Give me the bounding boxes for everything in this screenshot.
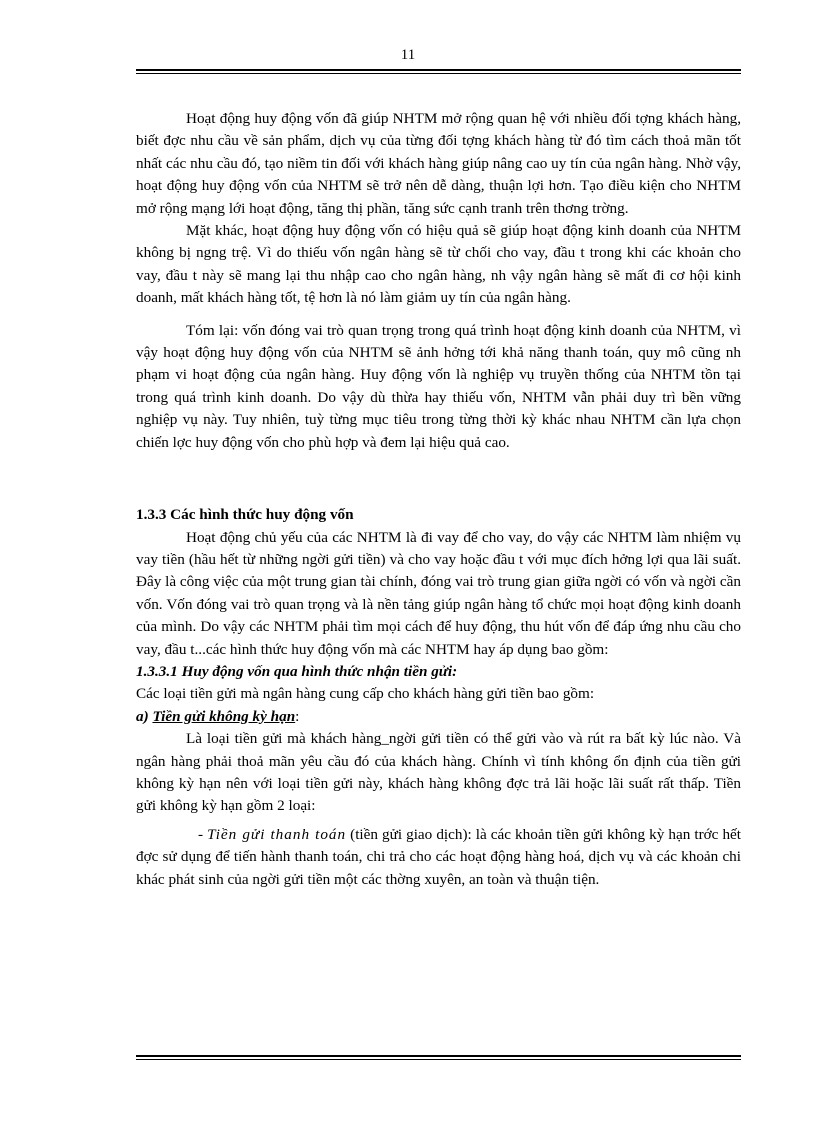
item-a-colon: : (295, 707, 300, 725)
subitem-text: (tiền gửi giao dịch): là các khoản tiền gửi không kỳ hạn trớc hết đợc sử dụng để tiến hành thanh toán, chi trả cho các hoạt động hàng hoá, dịch vụ và các khoản chi khác phát sinh của ngời gửi tiền một các thờng xuyên, an toàn và thuận tiện. (136, 825, 741, 888)
body-paragraph: Hoạt động huy động vốn đã giúp NHTM mở rộng quan hệ với nhiều đối tợng khách hàng, biết đợc nhu cầu về sản phẩm, dịch vụ của từng đối tợng khách hàng từ đó tìm cách thoả mãn tốt nhất các nhu cầu đó, tạo niềm tin đối với khách hàng giúp nâng cao uy tín của ngân hàng. Nhờ vậy, hoạt động huy động vốn của NHTM sẽ trở nên dễ dàng, thuận lợi hơn. Tạo điều kiện cho NHTM mở rộng mạng lới hoạt động, tăng thị phần, tăng sức cạnh tranh trên thơng trờng. (136, 110, 741, 217)
subsection-intro: Các loại tiền gửi mà ngân hàng cung cấp cho khách hàng gửi tiền bao gồm: (136, 685, 595, 703)
subitem-term: Tiền gửi thanh toán (207, 825, 347, 843)
section-paragraph: Hoạt động chủ yếu của các NHTM là đi vay để cho vay, do vậy các NHTM làm nhiệm vụ vay tiền (hầu hết từ những ngời gửi tiền) và cho vay hoặc đầu t với mục đích hởng lợi qua lãi suất. Đây là công việc của một trung gian tài chính, đóng vai trò trung gian giữa ngời có vốn và ngời cần vốn. Vốn đóng vai trò quan trọng và là nền tảng giúp ngân hàng tổ chức mọi hoạt động kinh doanh của mình. Do vậy các NHTM phải tìm mọi cách để huy động, thu hút vốn để đáp ứng nhu cầu cho vay, đầu t...các hình thức huy động vốn mà các NHTM hay áp dụng bao gồm: (136, 528, 741, 658)
header-rule (136, 69, 741, 74)
section-heading (136, 504, 741, 526)
item-a-paragraph: Là loại tiền gửi mà khách hàng_ngời gửi tiền có thể gửi vào và rút ra bất kỳ lúc nào. Và ngân hàng phải thoả mãn yêu cầu đó của khách hàng. Chính vì tính không ổn định của tiền gửi không kỳ hạn nên với loại tiền gửi này, khách hàng không đợc trả lãi hoặc lãi suất rất thấp. Tiền gửi không kỳ hạn gồm 2 loại: (136, 730, 741, 815)
subitem-dash: - (198, 825, 208, 843)
subsection-heading: 1.3.3.1 Huy động vốn qua hình thức nhận tiền gửi: (136, 662, 458, 680)
body-paragraph: Tóm lại: vốn đóng vai trò quan trọng trong quá trình hoạt động kinh doanh của NHTM, vì vậy hoạt động huy động vốn của NHTM sẽ ảnh hởng tới khả năng thanh toán, quy mô cũng nh phạm vi hoạt động của ngân hàng. Huy động vốn là nghiệp vụ truyền thống của NHTM tồn tại trong quá trình kinh doanh. Do vậy dù thừa hay thiếu vốn, NHTM vẫn phải duy trì bền vững nghiệp vụ này. Tuy nhiên, tuỳ từng mục tiêu trong từng thời kỳ khác nhau NHTM cần lựa chọn chiến lợc huy động vốn cho phù hợp và đem lại hiệu quả cao. (136, 321, 741, 451)
item-a-term: Tiền gửi không kỳ hạn (152, 707, 296, 725)
section-number: 1.3.3 (136, 506, 167, 524)
subitem-paragraph (136, 824, 741, 891)
item-a-label: a) (136, 707, 149, 725)
body-paragraph: Mặt khác, hoạt động huy động vốn có hiệu quả sẽ giúp hoạt động kinh doanh của NHTM không bị ngng trệ. Vì do thiếu vốn ngân hàng sẽ từ chối cho vay, đầu t trong khi các khoản cho vay, đầu t này sẽ mang lại thu nhập cao cho ngân hàng, nh vậy ngân hàng sẽ mất đi cơ hội kinh doanh, mất khách hàng tốt, tệ hơn là nó làm giảm uy tín của ngân hàng. (136, 222, 741, 307)
document-body (136, 108, 741, 891)
section-title: Các hình thức huy động vốn (170, 506, 354, 524)
page-number: 11 (400, 47, 416, 63)
item-a-heading (136, 706, 741, 728)
footer-rule (136, 1055, 741, 1060)
